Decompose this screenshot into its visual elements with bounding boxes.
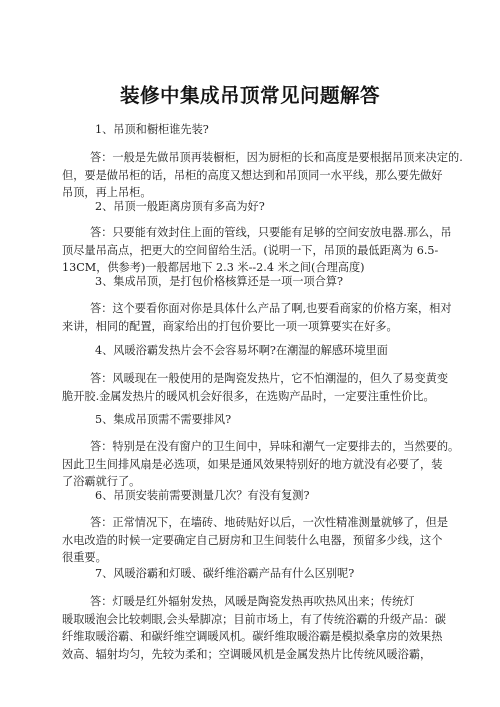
answer-7-line-1: 答：灯暖是红外辐射发热，风暖是陶瓷发热再吹热风出来；传统灯 xyxy=(90,595,415,608)
answer-2-line-2: 顶尽量吊高点，把更大的空间留给生活。(说明一下，吊顶的最低距离为 6.5- xyxy=(62,243,439,257)
answer-7-line-3: 纤维取暖浴霸、和碳纤维空调暖风机。碳纤维取暖浴霸是模拟桑拿房的效果热 xyxy=(62,630,443,643)
answer-7-line-4: 效高、辐射均匀，先较为柔和；空调暖风机是金属发热片比传统风暖浴霸， xyxy=(62,647,432,661)
question-4: 4、风暖浴霸发热片会不会容易坏啊?在潮湿的解感环境里面 xyxy=(95,344,388,357)
answer-6-line-1: 答：正常情况下，在墙砖、地砖贴好以后，一次性精准测量就够了，但是 xyxy=(90,516,449,529)
answer-2-line-3: 13CM，供参考)一般都居地下 2.3 米--2.4 米之间(合理高度) xyxy=(62,261,365,274)
document-title: 装修中集成吊顶常见问题解答 xyxy=(119,84,380,107)
answer-7 xyxy=(62,593,446,663)
answer-7-line-2: 暖取暖泡会比较刺眼,会头晕脚凉；目前市场上，有了传统浴霸的升级产品：碳 xyxy=(62,612,446,626)
question-1: 1、吊顶和橱柜谁先装? xyxy=(95,123,209,136)
answer-4 xyxy=(62,370,449,405)
question-3: 3、集成吊顶，是打包价格核算还是一项一项合算? xyxy=(95,275,344,288)
answer-1-line-1: 答：一般是先做吊顶再装橱柜，因为厨柜的长和高度是要根据吊顶来决定的. xyxy=(90,151,463,164)
answer-1-line-2: 但，要是做吊柜的话，吊柜的高度又想达到和吊顶同一水平线，那么要先做好 xyxy=(62,168,443,182)
answer-2-line-1: 答：只要能有效封住上面的管线，只要能有足够的空间安放电器.那么，吊 xyxy=(90,226,452,239)
answer-3-line-1: 答：这个要看你面对你是具体什么产品了啊,也要看商家的价格方案，相对 xyxy=(90,302,452,315)
answer-6-line-3: 很重要。 xyxy=(62,551,107,564)
question-6: 6、吊顶安装前需要测量几次？有没有复测? xyxy=(95,489,310,502)
answer-6 xyxy=(62,514,449,567)
question-2: 2、吊顶一般距离房顶有多高为好? xyxy=(95,200,265,213)
answer-5 xyxy=(62,438,460,491)
answer-2 xyxy=(62,224,452,277)
question-5: 5、集成吊顶需不需要排风? xyxy=(95,413,232,426)
answer-5-line-3: 了浴霸就行了。 xyxy=(62,475,141,488)
answer-5-line-2: 因此卫生间排风扇是必选项，如果是通风效果特别好的地方就没有必要了，装 xyxy=(62,457,443,471)
answer-3 xyxy=(62,300,452,335)
answer-3-line-2: 来讲，相同的配置，商家给出的打包价要比一项一项算要实在好多。 xyxy=(62,319,398,333)
answer-4-line-2: 脆开胶.金属发热片的暖风机会好很多，在选购产品时，一定要注重性价比。 xyxy=(62,389,435,403)
answer-4-line-1: 答：风暖现在一般使用的是陶瓷发热片，它不怕潮湿的，但久了易变黄变 xyxy=(90,372,449,385)
answer-1 xyxy=(62,149,463,202)
question-7: 7、风暖浴霸和灯暖、碳纤维浴霸产品有什么区别呢? xyxy=(95,567,355,580)
answer-1-line-3: 吊顶，再上吊柜。 xyxy=(62,186,152,199)
answer-6-line-2: 水电改造的时候一定要确定自己厨房和卫生间装什么电器，预留多少线，这个 xyxy=(62,533,443,547)
answer-5-line-1: 答：特别是在没有窗户的卫生间中，异味和潮气一定要排去的，当然要的。 xyxy=(90,440,460,453)
